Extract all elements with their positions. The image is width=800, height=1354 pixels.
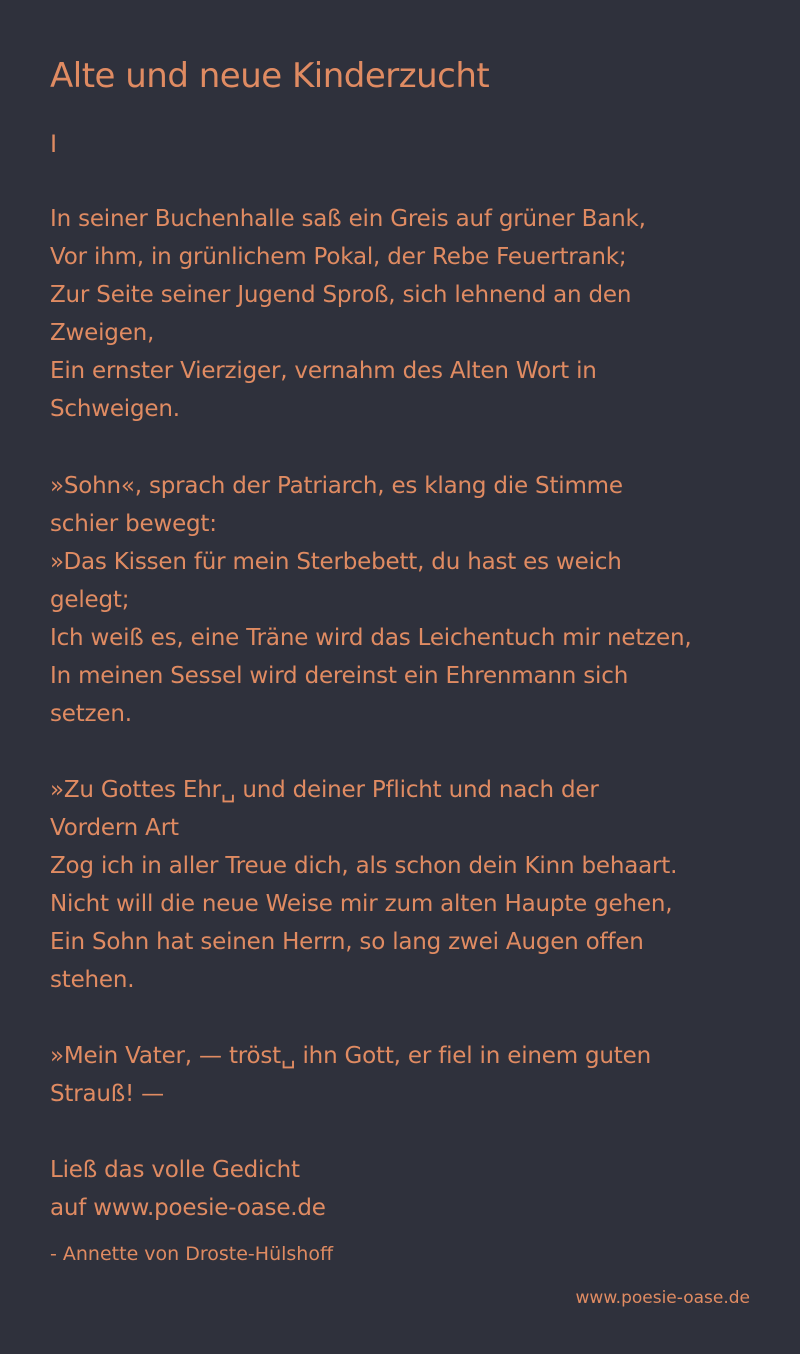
stanza-4 — [50, 1037, 760, 1113]
poem-title: Alte und neue Kinderzucht — [50, 56, 490, 96]
poem-line: Vordern Art — [50, 815, 179, 841]
author: - Annette von Droste-Hülshoff — [50, 1243, 334, 1265]
poem-line: Ein Sohn hat seinen Herrn, so lang zwei Augen offen — [50, 929, 644, 955]
poem-line: »Zu Gottes Ehr␣ und deiner Pflicht und nach der — [50, 777, 599, 803]
poem-line: Nicht will die neue Weise mir zum alten Haupte gehen, — [50, 891, 673, 917]
poem-line: Ich weiß es, eine Träne wird das Leichentuch mir netzen, — [50, 625, 692, 651]
read-more-link: auf www.poesie-oase.de — [50, 1195, 326, 1221]
read-more-note — [50, 1151, 760, 1227]
poem-line: »Mein Vater, — tröst␣ ihn Gott, er fiel in einem guten — [50, 1043, 651, 1069]
poem-line: Strauß! — — [50, 1081, 164, 1107]
poem-line: Ein ernster Vierziger, vernahm des Alten Wort in — [50, 358, 597, 384]
poem-line: setzen. — [50, 701, 132, 727]
read-more-line: Ließ das volle Gedicht — [50, 1157, 300, 1183]
poem-line: Schweigen. — [50, 396, 180, 422]
poem-line: Zweigen, — [50, 320, 155, 346]
poem-line: Vor ihm, in grünlichem Pokal, der Rebe Feuertrank; — [50, 244, 627, 270]
stanza-1 — [50, 200, 760, 428]
poem-line: gelegt; — [50, 587, 130, 613]
poem-line: Zog ich in aller Treue dich, als schon dein Kinn behaart. — [50, 853, 678, 879]
poem-line: In meinen Sessel wird dereinst ein Ehrenmann sich — [50, 663, 629, 689]
footer-url: www.poesie-oase.de — [575, 1288, 750, 1308]
poem-line: schier bewegt: — [50, 511, 217, 537]
poem-line: In seiner Buchenhalle saß ein Greis auf grüner Bank, — [50, 206, 646, 232]
stanza-3 — [50, 771, 760, 999]
poem-line: Zur Seite seiner Jugend Sproß, sich lehnend an den — [50, 282, 632, 308]
section-number: I — [50, 130, 58, 158]
poem-line: stehen. — [50, 967, 135, 993]
stanza-2 — [50, 467, 760, 733]
poem-line: »Das Kissen für mein Sterbebett, du hast es weich — [50, 549, 622, 575]
poem-line: »Sohn«, sprach der Patriarch, es klang die Stimme — [50, 473, 623, 499]
